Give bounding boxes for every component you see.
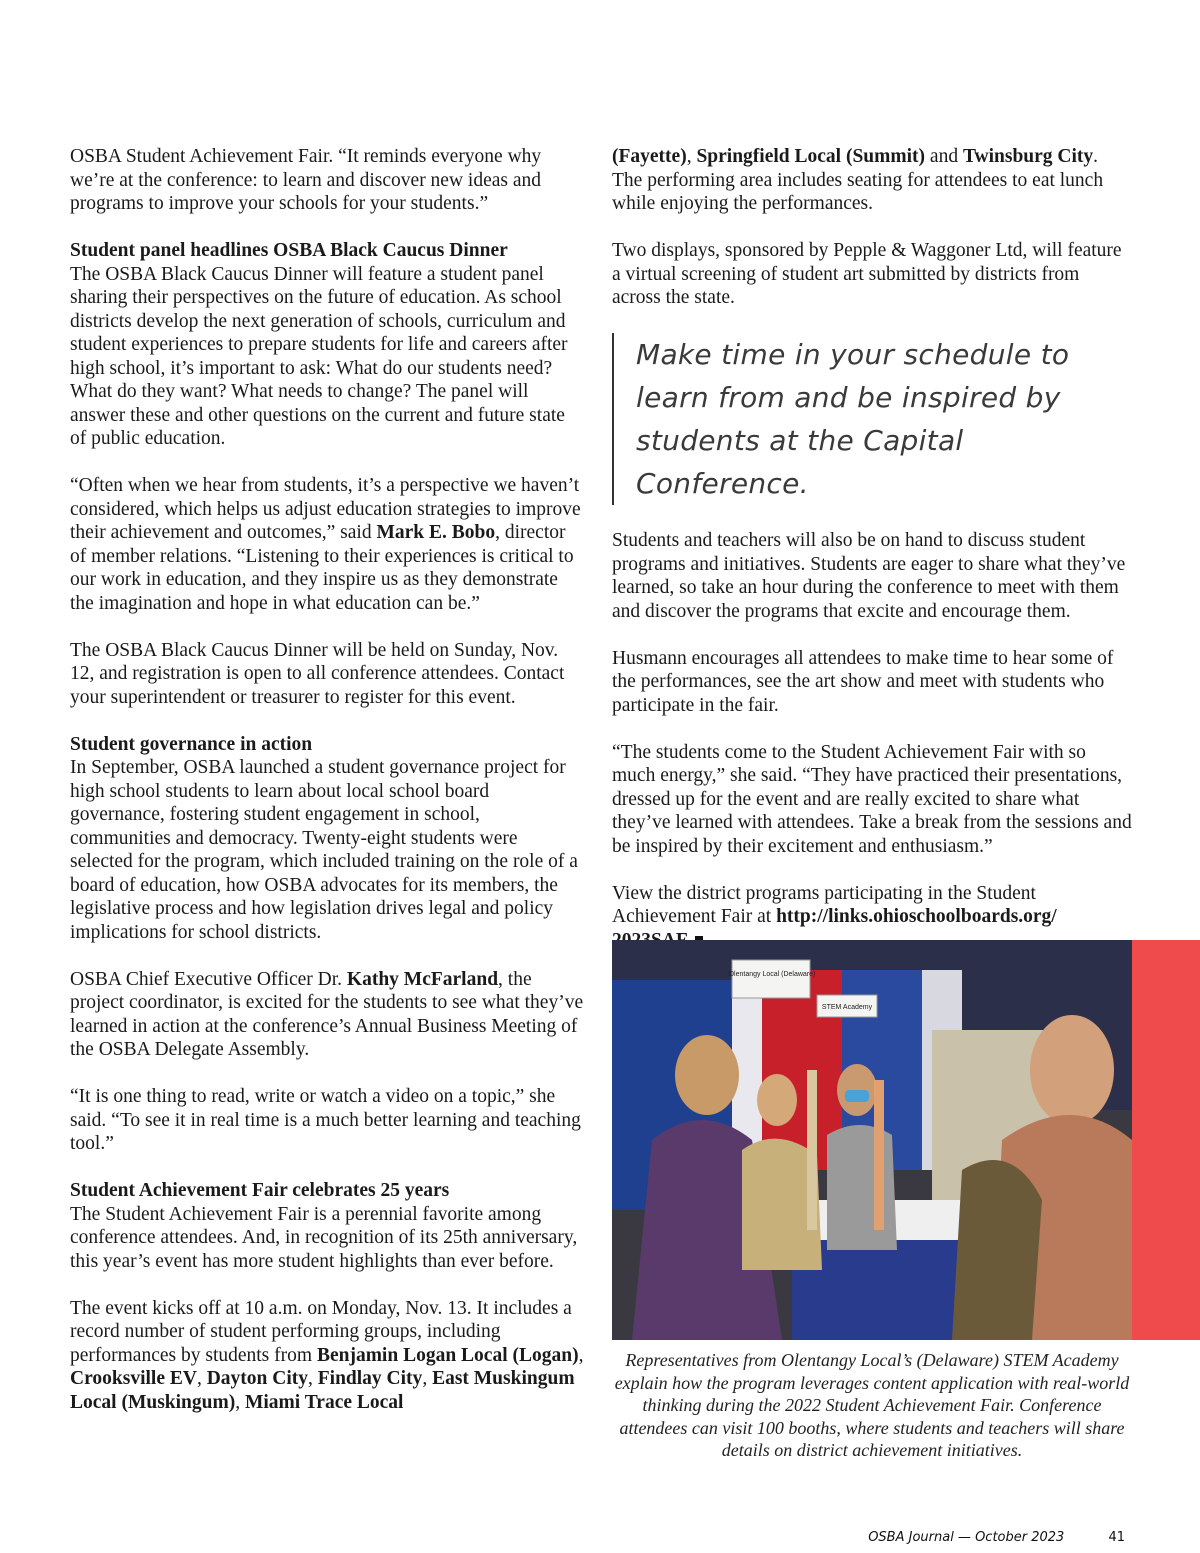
person-name: Mark E. Bobo bbox=[376, 522, 496, 543]
section-governance: Student governance in action In September, OSBA launched a student governance project for high school students to learn about local school board governance, fostering student engagement in school, communities and democracy. Twenty-eight students were selected for the program, which included training on the role of a board of education, how OSBA advocates for its members, the legislative process and how legislation drives legal and policy implications for school districts. bbox=[70, 733, 585, 945]
photo-caption: Representatives from Olentangy Local’s (Delaware) STEM Academy explain how the program leverages content application with real-world thinking during the 2022 Student Achievement Fair. Conference attendees can visit 100 booths, where students and teachers will share details on district achievement initiatives. bbox=[614, 1350, 1130, 1460]
district-name: East Muskingum Local (Muskingum) bbox=[70, 1368, 575, 1413]
page-footer bbox=[868, 1530, 1125, 1545]
mcfarland-quote-paragraph: “It is one thing to read, write or watch a video on a topic,” she said. “To see it in real time is a much better learning and teaching tool.” bbox=[70, 1086, 581, 1154]
section-heading: Student Achievement Fair celebrates 25 years bbox=[70, 1180, 450, 1201]
photo-illustration bbox=[612, 940, 1132, 1340]
section-heading: Student panel headlines OSBA Black Caucus Dinner bbox=[70, 240, 508, 261]
district-name: Crooksville EV bbox=[70, 1368, 197, 1389]
pull-quote: Make time in your schedule to learn from and be inspired by students at the Capital Conference. bbox=[612, 333, 1132, 505]
journal-title: OSBA Journal — October 2023 bbox=[868, 1530, 1065, 1545]
accent-bar bbox=[1132, 940, 1200, 1340]
district-name: Findlay City bbox=[317, 1368, 423, 1389]
intro-paragraph: OSBA Student Achievement Fair. “It reminds everyone why we’re at the conference: to learn and discover new ideas and programs to improve your schools for your students.” bbox=[70, 146, 542, 214]
district-name: Dayton City bbox=[206, 1368, 308, 1389]
person-name: Kathy McFarland bbox=[346, 968, 499, 990]
booth-sign-text: Olentangy Local (Delaware) bbox=[728, 971, 816, 978]
left-column bbox=[70, 145, 585, 1438]
fair-link[interactable]: http://links.ohioschoolboards.org/ bbox=[776, 906, 1057, 927]
booth-sign bbox=[732, 960, 810, 998]
right-column bbox=[612, 145, 1132, 976]
section-heading: Student governance in action bbox=[70, 733, 313, 755]
district-name: Benjamin Logan Local (Logan) bbox=[316, 1344, 579, 1366]
students-teachers-paragraph: Students and teachers will also be on hand to discuss student programs and initiatives. Students are eager to share what they’ve learned, so take an hour during the conference to meet with them and discover the programs that excite and encourage them. bbox=[612, 530, 1126, 622]
fair-photo bbox=[612, 940, 1132, 1340]
dinner-info-paragraph: The OSBA Black Caucus Dinner will be held on Sunday, Nov. 12, and registration is open to all conference attendees. Contact your superintendent or treasurer to register for this event. bbox=[70, 639, 565, 708]
husmann-quote-paragraph: “The students come to the Student Achievement Fair with so much energy,” she said. “They have practiced their presentations, dressed up for the event and are really excited to share what they’ve learned with attendees. Take a break from the sessions and be inspired by their excitement and enthusiasm.” bbox=[612, 741, 1132, 857]
district-name: Twinsburg City bbox=[962, 146, 1094, 167]
link-paragraph: View the district programs participating in the Student Achievement Fair at http://links.ohioschoolboards.org/ bbox=[612, 882, 1132, 953]
page-number: 41 bbox=[1108, 1530, 1125, 1545]
mcfarland-paragraph: OSBA Chief Executive Officer Dr. Kathy McFarland, the project coordinator, is excited for the students to see what they’ve learned in action at the conference’s Annual Business Meeting of the OSBA Delegate Assembly. bbox=[70, 968, 584, 1060]
performing-area-paragraph: (Fayette), Springfield Local (Summit) and Twinsburg City. The performing area includes seating for attendees to eat lunch while enjoying the performances. bbox=[612, 146, 1104, 214]
district-name: (Fayette) bbox=[612, 146, 687, 167]
section-black-caucus: Student panel headlines OSBA Black Caucus Dinner The OSBA Black Caucus Dinner will feature a student panel sharing their perspectives on the future of education. As school districts develop the next generation of schools, curriculum and student experiences to prepare students for life and careers after high school, it’s important to ask: What do our students need? What do they want? What needs to change? The panel will answer these and other questions on the current and future state of public education. bbox=[70, 239, 585, 451]
bobo-quote-paragraph: “Often when we hear from students, it’s a perspective we haven’t considered, which helps us adjust education strategies to improve their achievement and outcomes,” said Mark E. Bobo, director of member relations. “Listening to their experiences is critical to our work in education, and they inspire us as they demonstrate the imagination and hope in what education can be.” bbox=[70, 475, 581, 614]
section-fair: Student Achievement Fair celebrates 25 years The Student Achievement Fair is a perennial favorite among conference attendees. And, in recognition of its 25th anniversary, this year’s event has more student highlights than ever before. bbox=[70, 1179, 585, 1273]
district-name: Springfield Local (Summit) bbox=[696, 146, 926, 167]
event-paragraph: The event kicks off at 10 a.m. on Monday, Nov. 13. It includes a record number of student performing groups, including performances by students from Benjamin Logan Local (Logan), Crooksville EV, Dayton City, Findlay City, East Muskingum Local (Muskingum), Miami Trace Local bbox=[70, 1297, 584, 1413]
district-name: Miami Trace Local bbox=[244, 1391, 404, 1413]
displays-paragraph: Two displays, sponsored by Pepple & Waggoner Ltd, will feature a virtual screening of student art submitted by districts from across the state. bbox=[612, 240, 1122, 308]
husmann-paragraph: Husmann encourages all attendees to make time to hear some of the performances, see the art show and meet with students who participate in the fair. bbox=[612, 647, 1114, 716]
booth-sign-text: STEM Academy bbox=[821, 1004, 873, 1011]
